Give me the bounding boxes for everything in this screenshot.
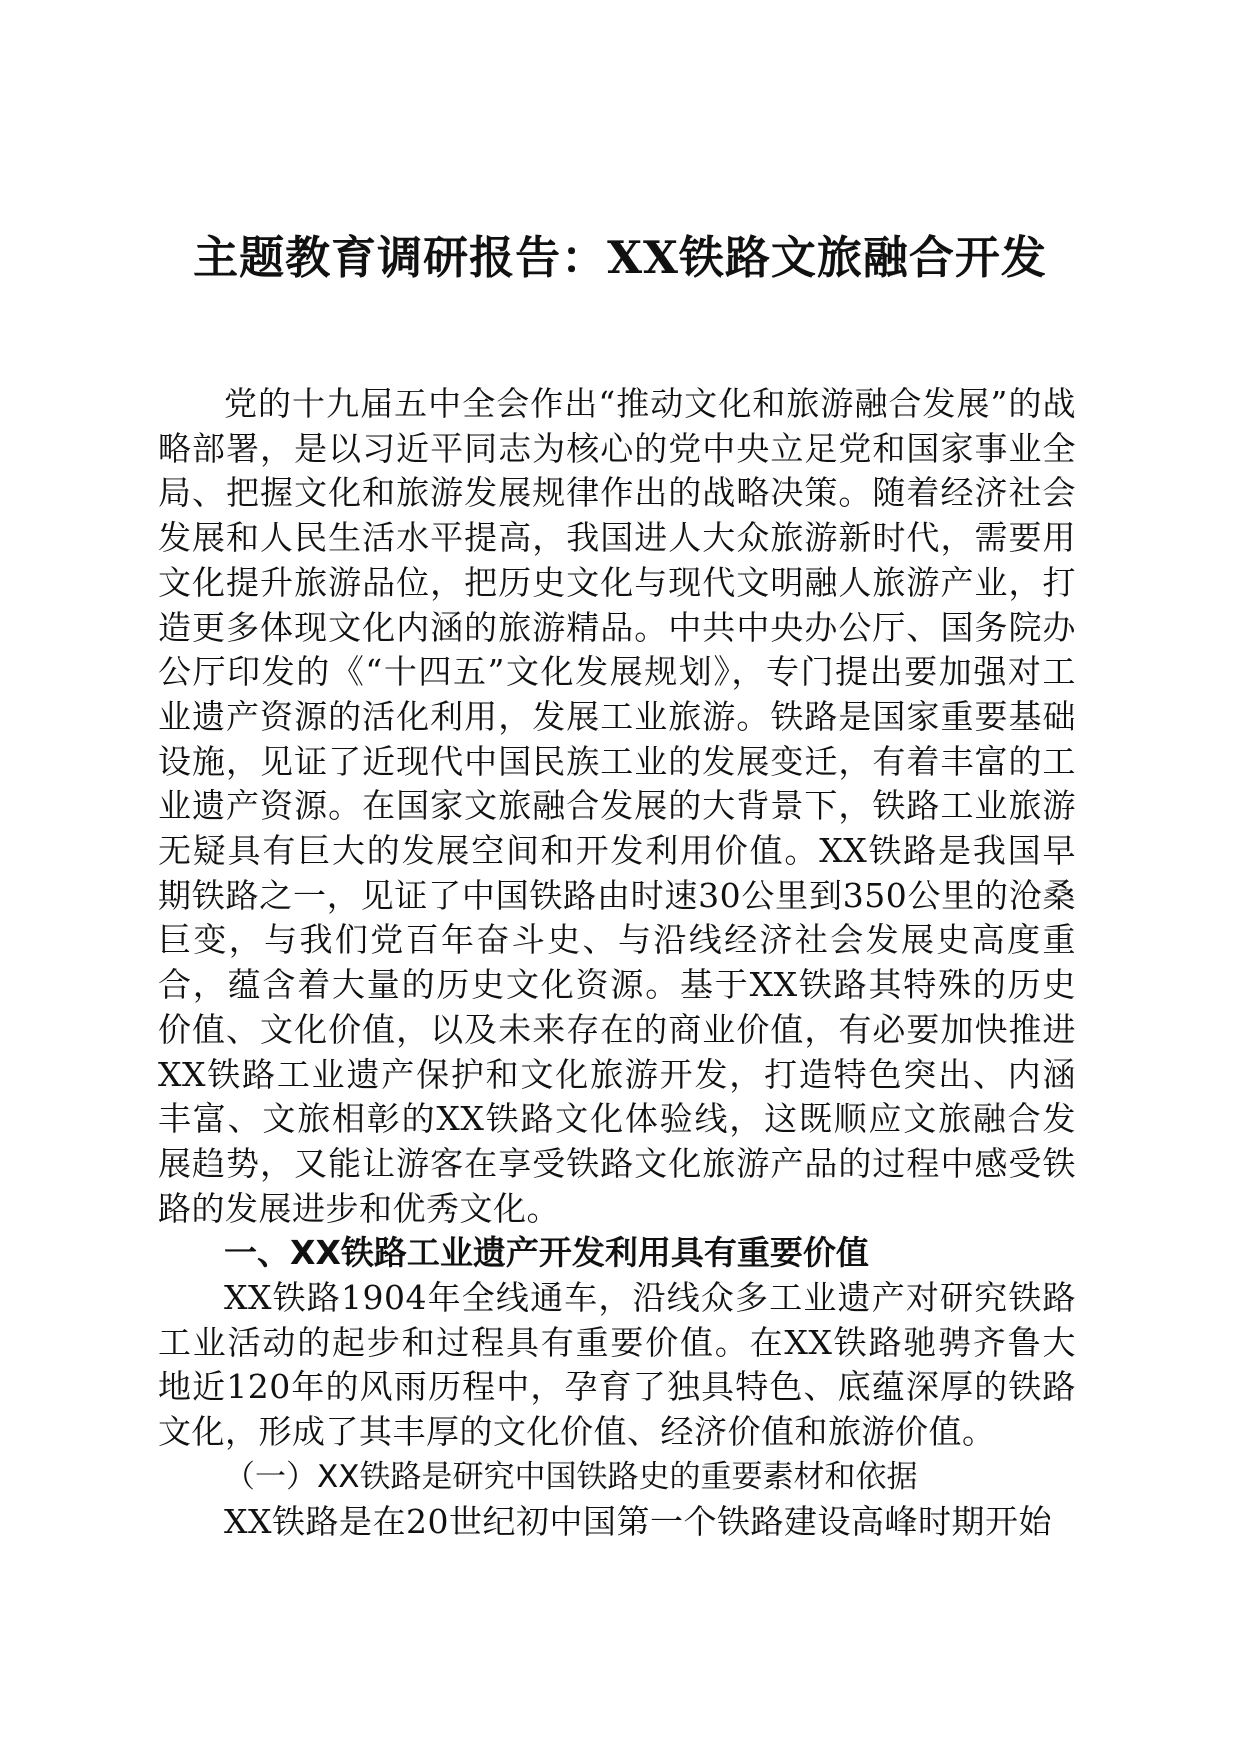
intro-paragraph: 党的十九届五中全会作出“推动文化和旅游融合发展”的战略部署，是以习近平同志为核心的党中央立足党和国家事业全局、把握文化和旅游发展规律作出的战略决策。随着经济社会发展和人民生活水平提高，我国进人大众旅游新时代，需要用文化提升旅游品位，把历史文化与现代文明融人旅游产业，打造更多体现文化内涵的旅游精品。中共中央办公厅、国务院办公厅印发的《“十四五”文化发展规划》，专门提出要加强对工业遗产资源的活化利用，发展工业旅游。铁路是国家重要基础设施，见证了近现代中国民族工业的发展变迁，有着丰富的工业遗产资源。在国家文旅融合发展的大背景下，铁路工业旅游无疑具有巨大的发展空间和开发利用价值。XX铁路是我国早期铁路之一，见证了中国铁路由时速30公里到350公里的沧桑巨变，与我们党百年奋斗史、与沿线经济社会发展史高度重合，蕴含着大量的历史文化资源。基于XX铁路其特殊的历史价值、文化价值，以及未来存在的商业价值，有必要加快推进XX铁路工业遗产保护和文化旅游开发，打造特色突出、内涵丰富、文旅相彰的XX铁路文化体验线，这既顺应文旅融合发展趋势，又能让游客在享受铁路文化旅游产品的过程中感受铁路的发展进步和优秀文化。: [158, 384, 1076, 1228]
subsection-heading-1: （一）XX铁路是研究中国铁路史的重要素材和依据: [224, 1458, 918, 1495]
section-1-paragraph: XX铁路1904年全线通车，沿线众多工业遗产对研究铁路工业活动的起步和过程具有重要价值。在XX铁路驰骋齐鲁大地近120年的风雨历程中，孕育了独具特色、底蕴深厚的铁路文化，形成了其丰厚的文化价值、经济价值和旅游价值。: [158, 1278, 1076, 1452]
document-body: [158, 382, 1076, 1544]
section-heading-1: 一、XX铁路工业遗产开发利用具有重要价值: [224, 1233, 869, 1273]
subsection-1-paragraph: XX铁路是在20世纪初中国第一个铁路建设高峰时期开始: [224, 1501, 1052, 1541]
document-title: 主题教育调研报告：XX铁路文旅融合开发: [193, 231, 1047, 284]
